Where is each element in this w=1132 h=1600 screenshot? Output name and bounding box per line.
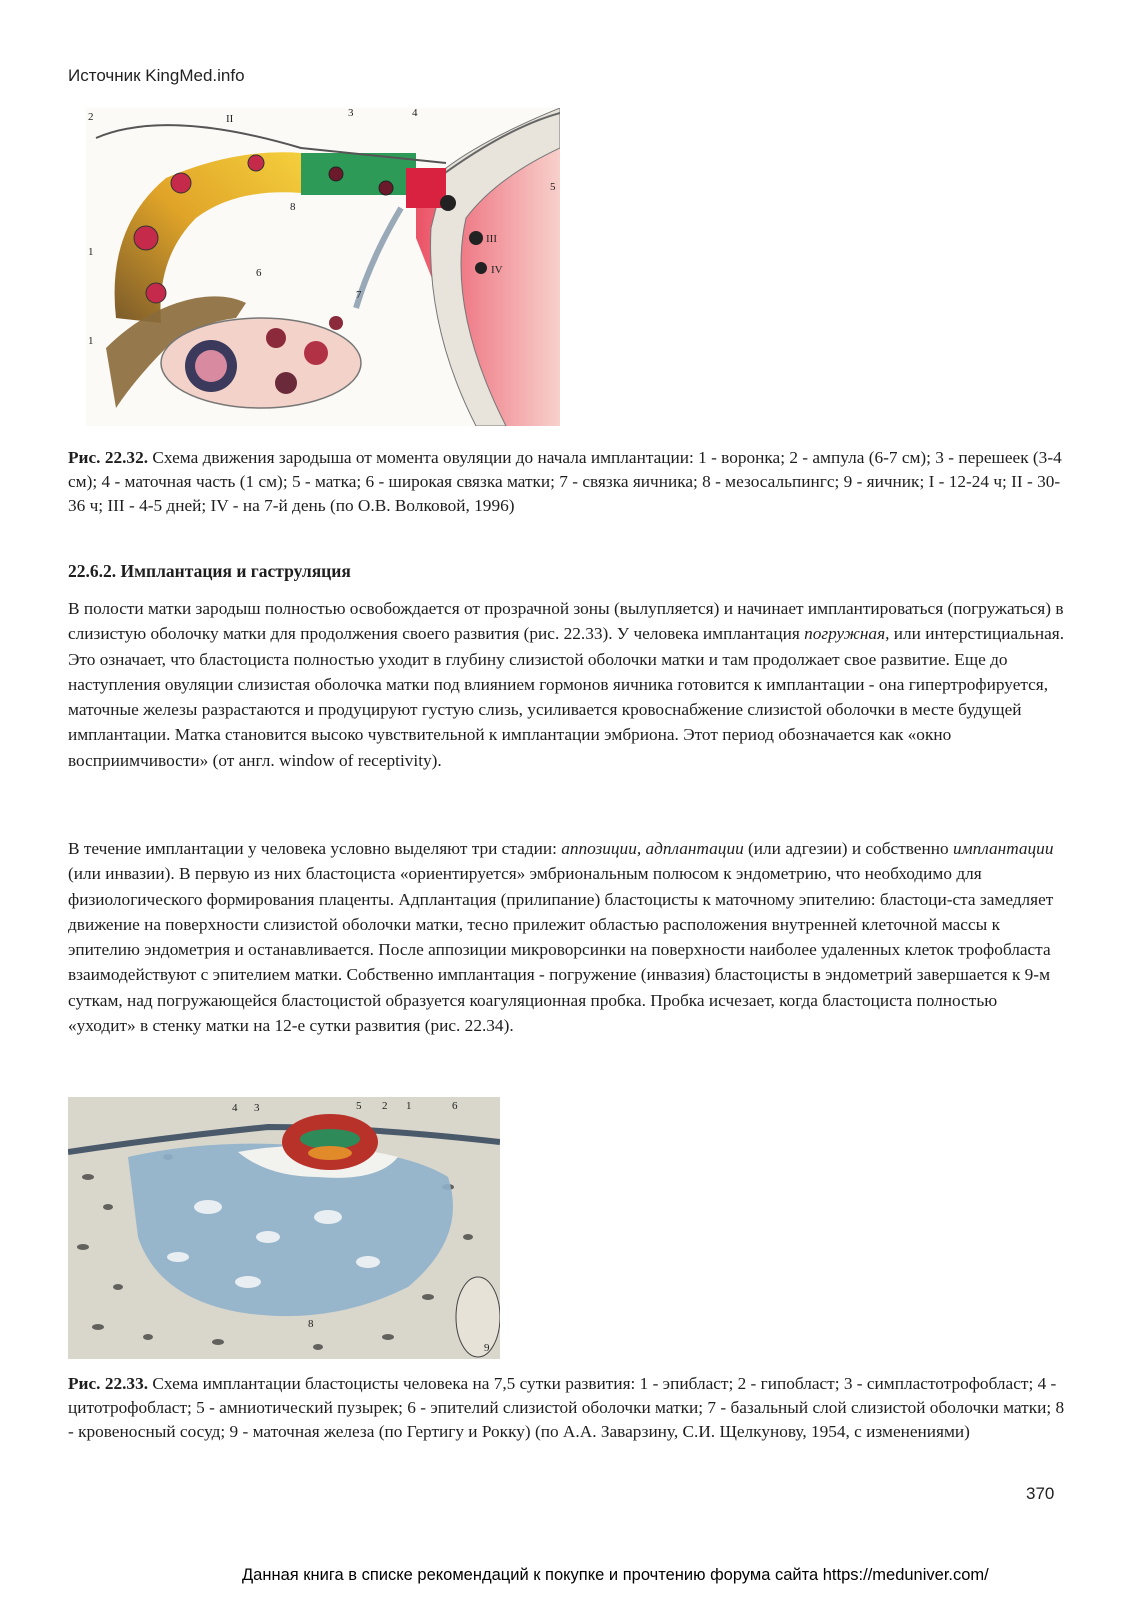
fig2-label-4: 4 xyxy=(232,1102,238,1114)
paragraph-1-part-a: В полости матки зародыш полностью освобождается от прозрачной зоны (вылупляется) и начинает имплантироваться (погружаться) в слизистую оболочку матки для продолжения своего развития (рис. 22.33). У человека имплантация xyxy=(68,599,1064,644)
page-number: 370 xyxy=(1026,1484,1055,1503)
figure-22-32-caption xyxy=(68,446,1068,518)
fig1-label-3: 3 xyxy=(348,108,354,119)
figure-22-33-caption-text: Схема имплантации бластоцисты человека на 7,5 сутки развития: 1 - эпибласт; 2 - гипобласт; 3 - симпластотрофобласт; 4 - цитотрофобласт; 5 - амниотический пузырек; 6 - эпителий слизистой оболочки матки; 7 - базальный слой слизистой оболочки матки; 8 - кровеносный сосуд; 9 - маточная железа (по Гертигу и Рокку) (по А.А. Заварзину, С.И. Щелкунову, 1954, с изменениями) xyxy=(68,1374,1065,1441)
paragraph-2 xyxy=(68,836,1066,1038)
fig2-label-8: 8 xyxy=(308,1318,314,1330)
figure-22-32-caption-number: Рис. 22.32. xyxy=(68,448,149,467)
fig2-label-5: 5 xyxy=(356,1100,362,1112)
fig1-label-1b: 1 xyxy=(88,335,94,347)
fig2-label-3: 3 xyxy=(254,1102,260,1114)
fig2-label-6: 6 xyxy=(452,1100,458,1112)
figure-22-32-illustration xyxy=(86,108,560,426)
paragraph-2-part-b: (или адгезии) и собственно xyxy=(743,839,953,858)
fig2-label-9: 9 xyxy=(484,1342,490,1354)
fig1-label-IV: IV xyxy=(491,264,503,276)
figure-22-33-caption xyxy=(68,1372,1068,1444)
fig1-label-II: II xyxy=(226,113,234,125)
figure-22-33-caption-number: Рис. 22.33. xyxy=(68,1374,149,1393)
paragraph-1-emphasis: погружная, xyxy=(804,624,890,644)
fig1-label-8: 8 xyxy=(290,201,296,213)
fig1-label-6: 6 xyxy=(256,267,262,279)
fig2-label-1: 1 xyxy=(406,1100,412,1112)
paragraph-2-part-c: (или инвазии). В первую из них бластоциста «ориентируется» эмбриональным полюсом к эндометрию, что необходимо для физиологического формирования плаценты. Адплантация (прилипание) бластоцисты к маточному эпителию: бластоци-ста замедляет движение на поверхности слизистой оболочки матки, тесно прилежит областью расположения внутренней клеточной массы к эпителию эндометрия и останавливается. После аппозиции микроворсинки на поверхности наиболее удаленных клеток трофобласта взаимодействуют с эпителием матки. Собственно имплантация - погружение (инвазия) бластоцисты в эндометрий завершается к 9-м суткам, над погружающейся бластоцистой образуется коагуляционная пробка. Пробка исчезает, когда бластоциста полностью «уходит» в стенку матки на 12-е сутки развития (рис. 22.34). xyxy=(68,864,1054,1036)
fig1-label-1a: 1 xyxy=(88,246,94,258)
fig1-label-5: 5 xyxy=(550,181,556,193)
paragraph-2-emphasis-2: имплантации xyxy=(952,839,1054,858)
figure-22-33-illustration xyxy=(68,1097,500,1359)
fig1-label-4: 4 xyxy=(412,108,418,119)
figure-22-32-caption-text: Схема движения зародыша от момента овуляции до начала имплантации: 1 - воронка; 2 - ампула (6-7 см); 3 - перешеек (3-4 см); 4 - маточная часть (1 см); 5 - матка; 6 - широкая связка матки; 7 - связка яичника; 8 - мезосальпингс; 9 - яичник; I - 12-24 ч; II - 30-36 ч; III - 4-5 дней; IV - на 7-й день (по О.В. Волковой, 1996) xyxy=(68,448,1062,515)
footer-note: Данная книга в списке рекомендаций к покупке и прочтению форума сайта https://meduniver.com/ xyxy=(242,1566,989,1584)
source-watermark: Источник KingMed.info xyxy=(68,66,245,85)
paragraph-2-part-a: В течение имплантации у человека условно выделяют три стадии: xyxy=(68,839,562,858)
fig1-label-7: 7 xyxy=(356,289,362,301)
fig1-label-III: III xyxy=(486,233,497,245)
fig1-label-2: 2 xyxy=(88,111,94,123)
paragraph-1 xyxy=(68,596,1066,773)
paragraph-1-part-b: или интерстициальная. Это означает, что бластоциста полностью уходит в глубину слизистой оболочки матки и там продолжает свое развитие. Еще до наступления овуляции слизистая оболочка матки под влиянием гормонов яичника готовится к имплантации - она гипертрофируется, маточные железы разрастаются и продуцируют густую слизь, усиливается кровоснабжение слизистой оболочки в месте будущей имплантации. Матка становится высоко чувствительной к имплантации эмбриона. Этот период обозначается как «окно восприимчивости» (от англ. window of receptivity). xyxy=(68,624,1065,770)
paragraph-2-emphasis-1: аппозиции, адплантации xyxy=(561,839,744,858)
fig2-label-2: 2 xyxy=(382,1100,388,1112)
section-heading: 22.6.2. Имплантация и гаструляция xyxy=(68,561,351,581)
